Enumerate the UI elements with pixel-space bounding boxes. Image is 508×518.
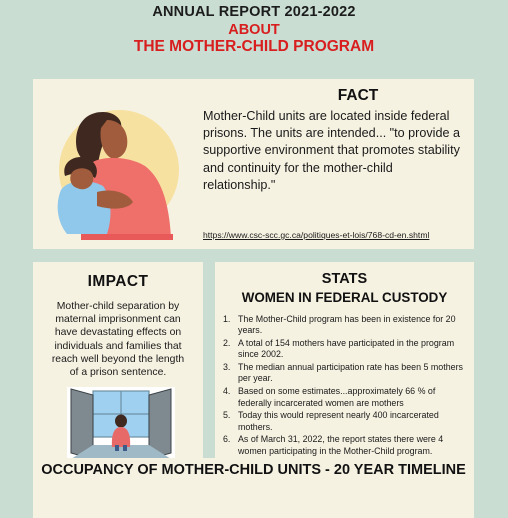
impact-card: [33, 262, 203, 477]
stats-heading: STATS: [321, 271, 368, 287]
report-title: ANNUAL REPORT 2021-2022: [152, 4, 356, 20]
timeline-card: [33, 458, 474, 518]
timeline-heading: OCCUPANCY OF MOTHER-CHILD UNITS - 20 YEAR TIMELINE: [41, 462, 466, 478]
list-item: 5. Today this would represent nearly 400 incarcerated mothers.: [223, 410, 439, 432]
list-item: 3. The median annual participation rate has been 5 mothers per year.: [223, 362, 463, 384]
stats-subheading: WOMEN IN FEDERAL CUSTODY: [241, 290, 448, 305]
impact-heading: IMPACT: [87, 273, 149, 290]
mother-hugging-child-icon: [41, 106, 191, 241]
list-item: 6. As of March 31, 2022, the report states there were 4 women participating in the Mother-Child program.: [223, 434, 444, 456]
child-at-window-icon: [67, 387, 175, 462]
list-item: 1. The Mother-Child program has been in existence for 20 years.: [223, 314, 456, 336]
impact-text: Mother-child separation by maternal imprisonment can have devastating effects on individuals and families that reach well beyond the length of a prison sentence.: [51, 301, 185, 379]
stats-list: [223, 314, 469, 459]
source-link[interactable]: https://www.csc-scc.gc.ca/politiques-et-lois/768-cd-en.shtml: [203, 230, 430, 240]
list-item: 2. A total of 154 mothers have participated in the program since 2002.: [223, 338, 455, 360]
list-item: 4. Based on some estimates...approximately 66 % of federally incarcerated women are mothers: [223, 386, 436, 408]
fact-heading: FACT: [337, 87, 379, 104]
stats-card: [215, 262, 474, 477]
about-label: ABOUT: [228, 22, 280, 38]
fact-card: [33, 79, 474, 249]
fact-text: Mother-Child units are located inside federal prisons. The units are intended... "to provide a supportive environment that promotes stability and continuity for the mother-child relationship.": [203, 109, 460, 192]
program-title: THE MOTHER-CHILD PROGRAM: [133, 38, 375, 55]
